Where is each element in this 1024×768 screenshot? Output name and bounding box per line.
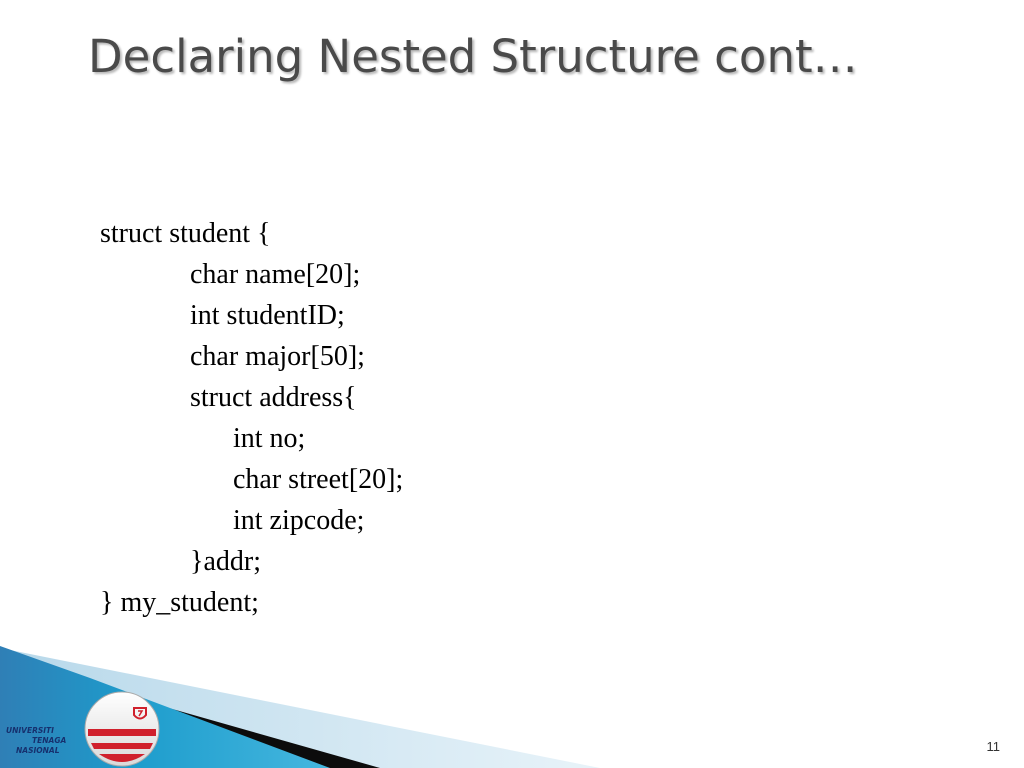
footer-decoration (0, 620, 1024, 768)
logo-text-line: UNIVERSITI (6, 726, 54, 735)
code-line: int studentID; (190, 300, 345, 331)
logo-text-line: NASIONAL (16, 746, 60, 755)
university-wordmark (2, 726, 88, 756)
code-line: int no; (233, 423, 306, 454)
slide-title: Declaring Nested Structure cont… (88, 30, 858, 83)
code-line: char name[20]; (190, 259, 361, 290)
code-line: char major[50]; (190, 341, 365, 372)
code-line: int zipcode; (233, 505, 365, 536)
code-line: } my_student; (100, 587, 259, 618)
slide-footer (0, 620, 1024, 768)
logo-text-line: TENAGA (32, 736, 67, 745)
code-line: struct student { (100, 218, 271, 249)
code-line: }addr; (190, 546, 261, 577)
code-line: char street[20]; (233, 464, 404, 495)
code-block (100, 213, 403, 623)
code-line: struct address{ (190, 382, 357, 413)
slide-number: 11 (986, 739, 1000, 754)
